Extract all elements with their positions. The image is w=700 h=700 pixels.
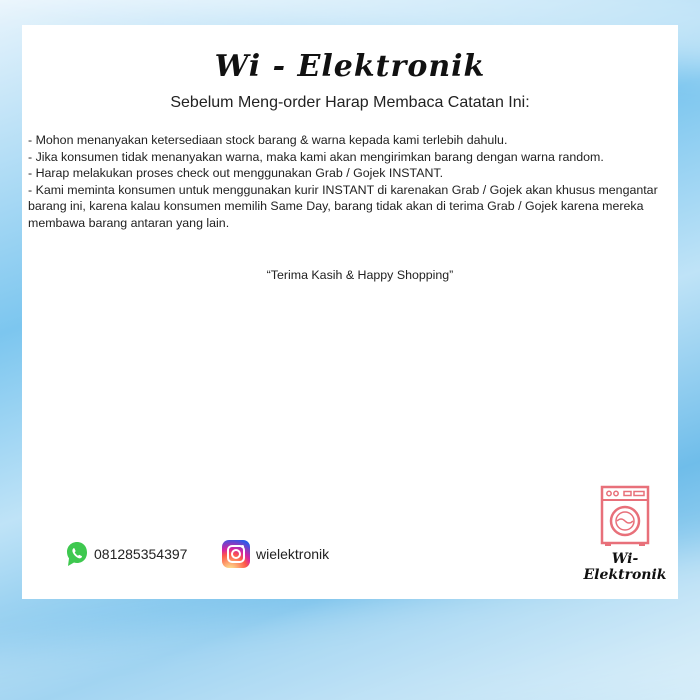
info-card: [22, 25, 678, 599]
note-item: - Jika konsumen tidak menanyakan warna, maka kami akan mengirimkan barang dengan warna random.: [28, 149, 604, 164]
instagram-icon: [222, 540, 250, 568]
logo-text: Wi-Elektronik: [583, 551, 667, 583]
note-item: - Mohon menanyakan ketersediaan stock barang & warna kepada kami terlebih dahulu.: [28, 133, 508, 147]
note-item: - Harap melakukan proses check out menggunakan Grab / Gojek INSTANT.: [28, 166, 444, 180]
notes-list: [28, 132, 668, 231]
closing-message: “Terima Kasih & Happy Shopping”: [266, 268, 454, 282]
notes-subtitle: Sebelum Meng-order Harap Membaca Catatan Ini:: [170, 94, 530, 111]
washing-machine-icon: [600, 485, 650, 547]
whatsapp-icon: [66, 540, 88, 568]
instagram-handle: wielektronik: [256, 546, 330, 562]
phone-contact: [66, 540, 187, 568]
instagram-contact: [222, 540, 329, 568]
note-item: - Kami meminta konsumen untuk menggunakan kurir INSTANT di karenakan Grab / Gojek akan khusus mengantar barang ini, karena kalau konsumen memilih Same Day, barang tidak akan di terima Grab / Gojek karena mereka membawa barang antaran yang lain.: [28, 182, 658, 230]
brand-title: Wi - Elektronik: [214, 49, 486, 84]
brand-logo: [580, 485, 670, 583]
phone-number: 081285354397: [94, 546, 188, 562]
